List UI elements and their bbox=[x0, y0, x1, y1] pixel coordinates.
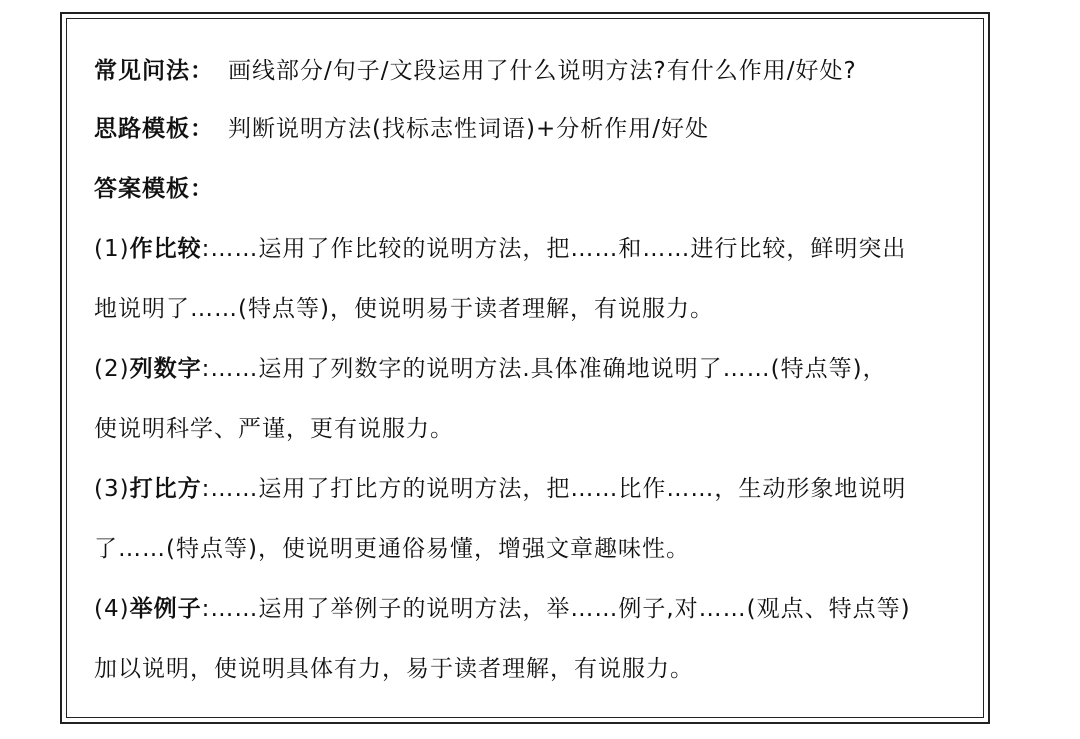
item-2-term: 列数字 bbox=[129, 356, 202, 382]
item-1-line-1 bbox=[94, 234, 906, 264]
item-2-number: (2) bbox=[94, 356, 130, 382]
answer-heading-row bbox=[94, 174, 214, 204]
item-2-text-2: 使说明科学、严谨，更有说服力。 bbox=[94, 416, 454, 442]
question-row bbox=[94, 56, 857, 86]
approach-label: 思路模板： bbox=[94, 116, 214, 142]
answer-heading: 答案模板： bbox=[94, 176, 214, 202]
item-2-text-1: :……运用了列数字的说明方法.具体准确地说明了……(特点等)， bbox=[201, 356, 887, 382]
item-4-line-2 bbox=[94, 654, 694, 684]
item-3-text-2: 了……(特点等)，使说明更通俗易懂，增强文章趣味性。 bbox=[94, 536, 690, 562]
item-2-line-2 bbox=[94, 414, 454, 444]
item-1-text-1: :……运用了作比较的说明方法，把……和……进行比较，鲜明突出 bbox=[201, 236, 907, 262]
item-3-term: 打比方 bbox=[129, 476, 202, 502]
question-text: 画线部分/句子/文段运用了什么说明方法?有什么作用/好处? bbox=[228, 58, 857, 84]
item-4-number: (4) bbox=[94, 596, 130, 622]
question-label: 常见问法： bbox=[94, 58, 214, 84]
item-3-line-1 bbox=[94, 474, 906, 504]
item-3-text-1: :……运用了打比方的说明方法，把……比作……，生动形象地说明 bbox=[201, 476, 907, 502]
item-1-text-2: 地说明了……(特点等)，使说明易于读者理解，有说服力。 bbox=[94, 296, 714, 322]
item-3-number: (3) bbox=[94, 476, 130, 502]
item-4-text-2: 加以说明，使说明具体有力，易于读者理解，有说服力。 bbox=[94, 656, 694, 682]
item-4-term: 举例子 bbox=[129, 596, 202, 622]
item-3-line-2 bbox=[94, 534, 690, 564]
item-4-line-1 bbox=[94, 594, 911, 624]
approach-row bbox=[94, 114, 709, 144]
item-1-term: 作比较 bbox=[129, 236, 202, 262]
item-1-number: (1) bbox=[94, 236, 130, 262]
item-4-text-1: :……运用了举例子的说明方法，举……例子,对……(观点、特点等) bbox=[201, 596, 911, 622]
approach-text: 判断说明方法(找标志性词语)+分析作用/好处 bbox=[228, 116, 709, 142]
item-1-line-2 bbox=[94, 294, 714, 324]
item-2-line-1 bbox=[94, 354, 887, 384]
